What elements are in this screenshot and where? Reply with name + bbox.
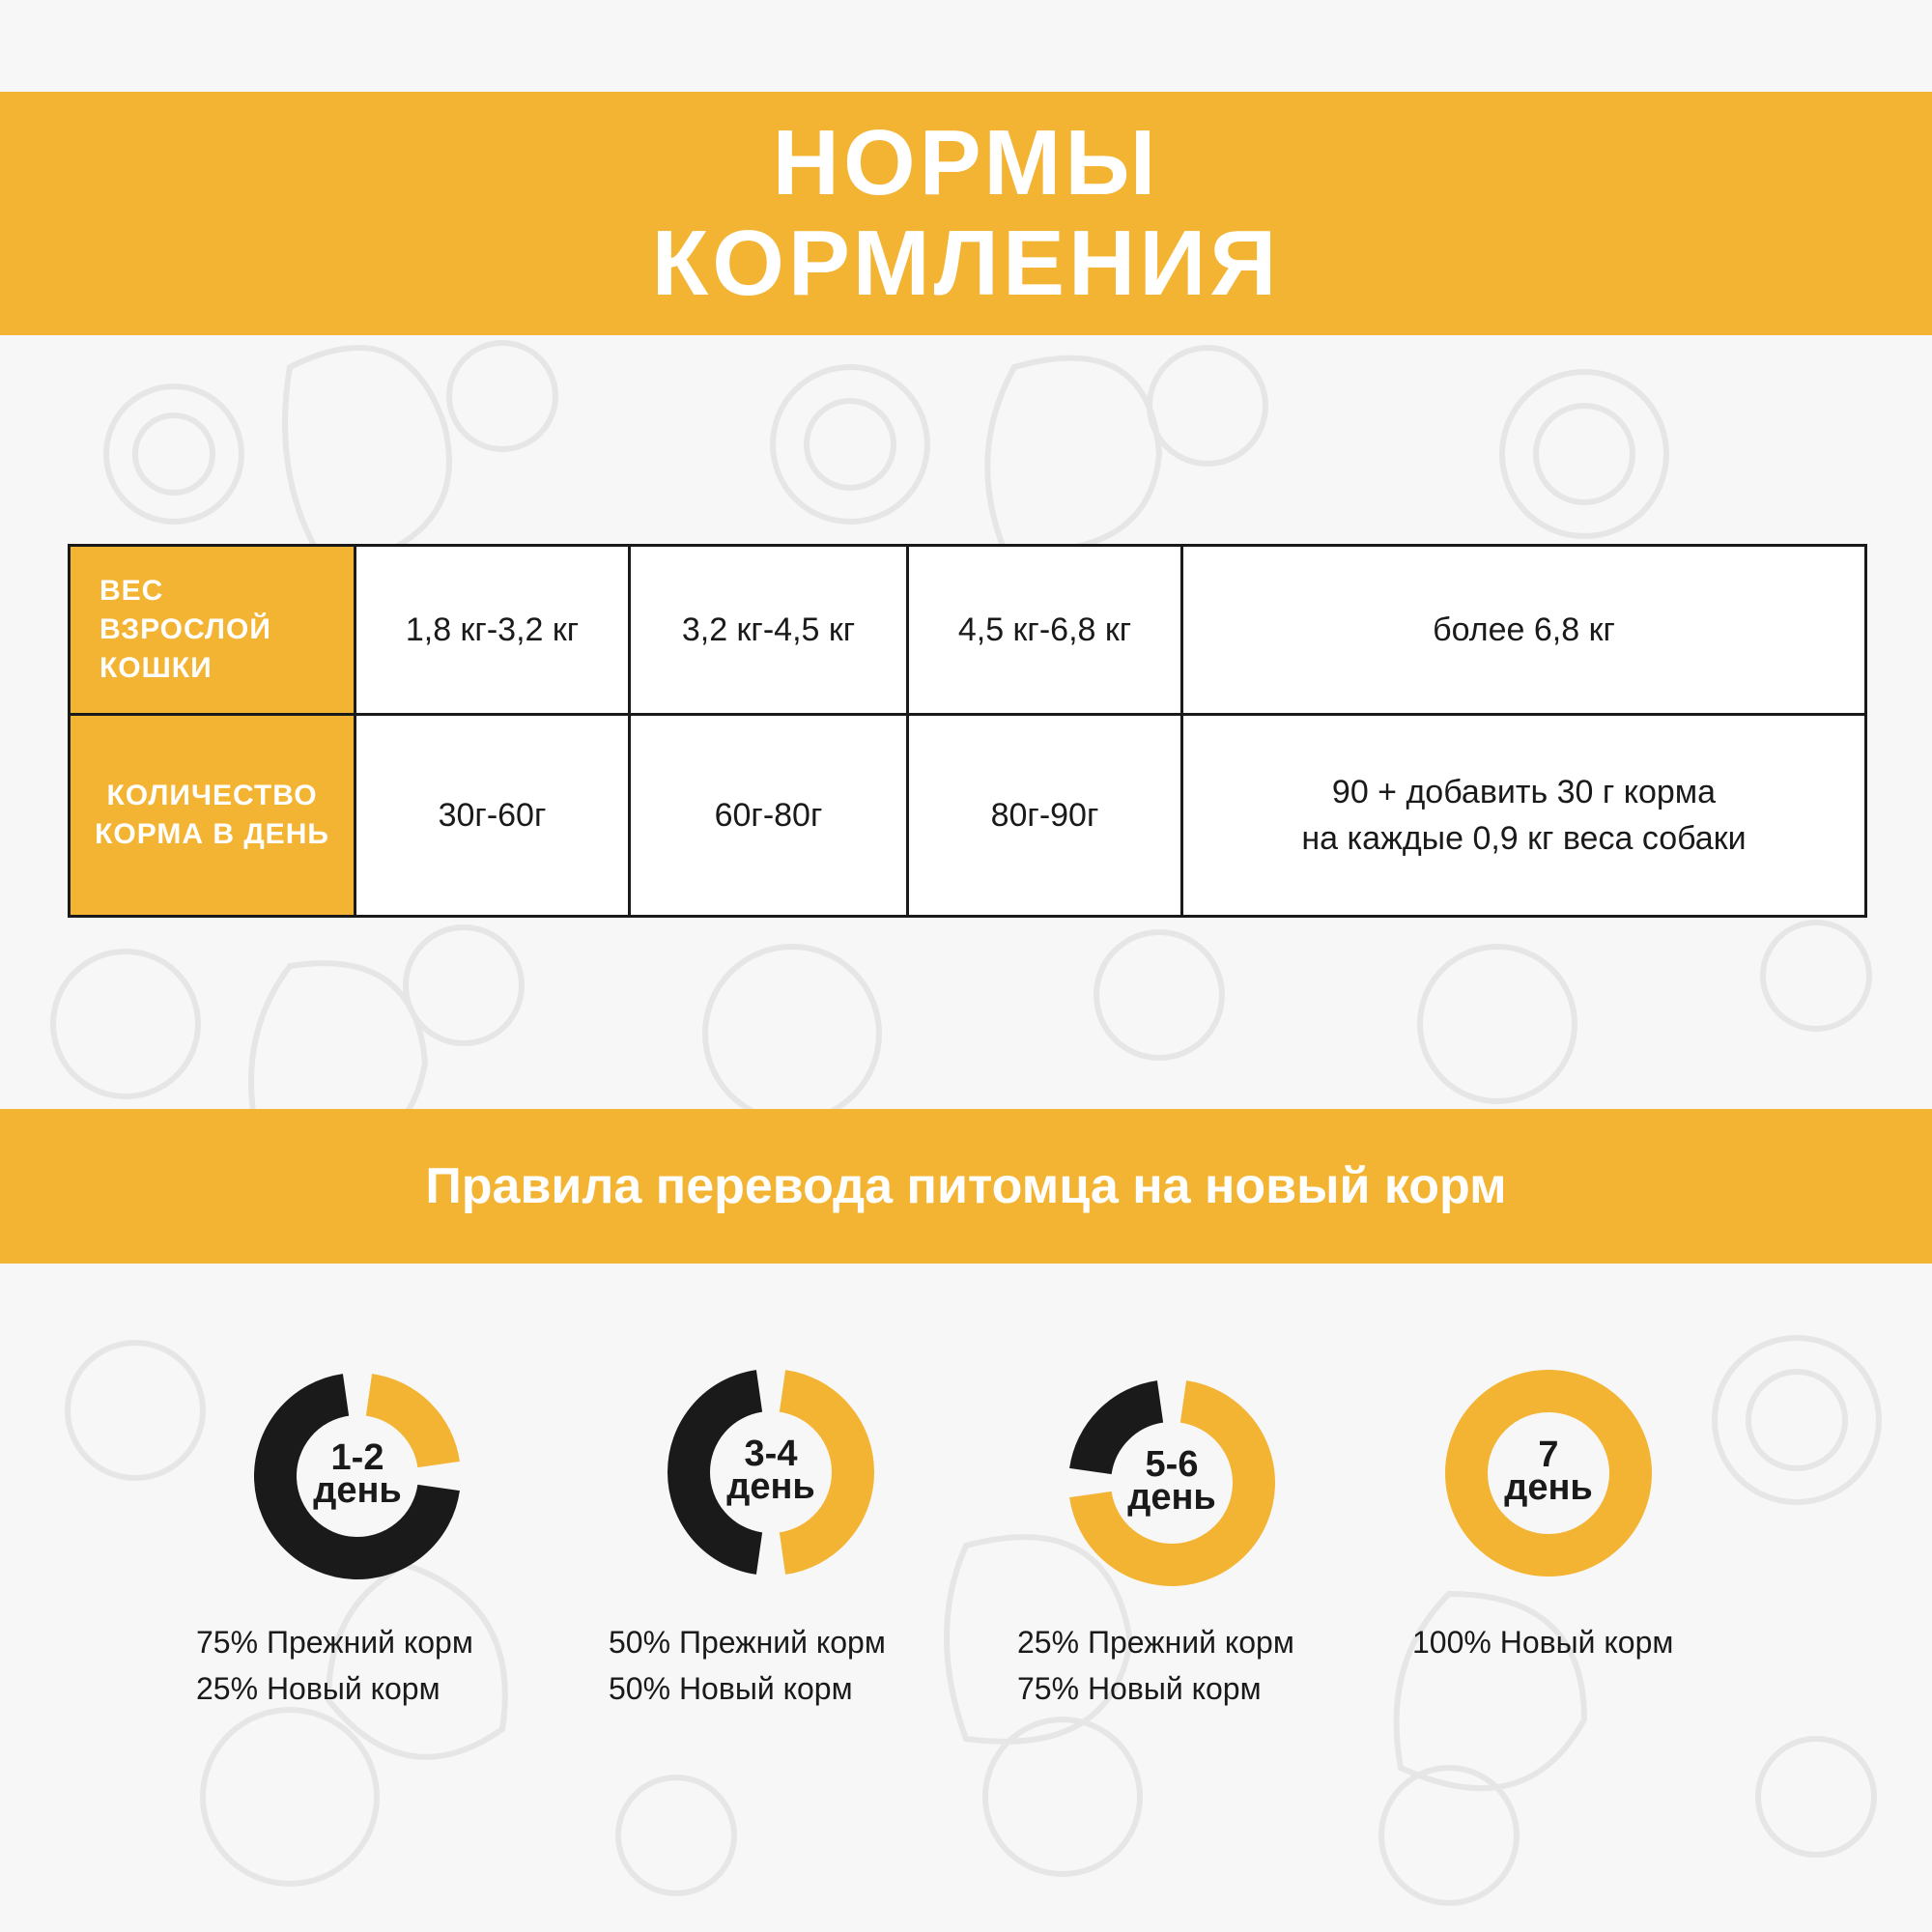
table-cell: 4,5 кг-6,8 кг — [908, 546, 1182, 715]
stage-description — [609, 1619, 886, 1712]
table-cell: более 6,8 кг — [1182, 546, 1866, 715]
stage-line-2: 25% Новый корм — [196, 1671, 440, 1706]
table-cell: 1,8 кг-3,2 кг — [355, 546, 630, 715]
stage-line-1: 50% Прежний корм — [609, 1625, 886, 1660]
title-banner — [0, 92, 1932, 335]
page-title-line-2: КОРМЛЕНИЯ — [651, 212, 1281, 315]
stage-day-word: день — [1504, 1467, 1593, 1508]
stage-line-1: 75% Прежний корм — [196, 1625, 473, 1660]
transition-title: Правила перевода питомца на новый корм — [425, 1158, 1507, 1214]
stage-day-word: день — [726, 1466, 815, 1507]
stage-day-label — [1452, 1435, 1645, 1508]
table-row — [70, 715, 1866, 917]
stage-day-label — [261, 1437, 454, 1511]
cell-line-1: 90 + добавить 30 г корма — [1331, 774, 1717, 810]
feeding-norms-table — [68, 544, 1867, 918]
stage-day-word: день — [313, 1470, 402, 1511]
table-cell: 60г-80г — [630, 715, 908, 917]
table-cell — [1182, 715, 1866, 917]
stage-day-number: 3-4 — [744, 1434, 798, 1474]
stage-day-label — [1075, 1444, 1268, 1518]
stage-line-1: 25% Прежний корм — [1017, 1625, 1294, 1660]
table-cell: 80г-90г — [908, 715, 1182, 917]
stage-day-number: 5-6 — [1145, 1444, 1199, 1485]
stage-description — [1017, 1619, 1294, 1712]
cell-line-2: на каждые 0,9 кг веса собаки — [1301, 820, 1747, 857]
stage-line-2: 75% Новый корм — [1017, 1671, 1262, 1706]
stage-day-word: день — [1127, 1477, 1216, 1518]
stage-day-number: 1-2 — [330, 1437, 384, 1478]
row-header-weight: ВЕС ВЗРОСЛОЙ КОШКИ — [70, 546, 355, 715]
table-cell: 30г-60г — [355, 715, 630, 917]
stage-description — [1412, 1619, 1673, 1665]
stage-day-number: 7 — [1538, 1435, 1559, 1475]
stage-line-2: 50% Новый корм — [609, 1671, 853, 1706]
row-header-daily-amount: КОЛИЧЕСТВО КОРМА В ДЕНЬ — [70, 715, 355, 917]
stage-line-1: 100% Новый корм — [1412, 1625, 1674, 1660]
stage-day-label — [674, 1434, 867, 1507]
transition-banner — [0, 1109, 1932, 1264]
page-title-line-1: НОРМЫ — [772, 111, 1160, 214]
stage-description — [196, 1619, 473, 1712]
table-cell: 3,2 кг-4,5 кг — [630, 546, 908, 715]
table-row — [70, 546, 1866, 715]
